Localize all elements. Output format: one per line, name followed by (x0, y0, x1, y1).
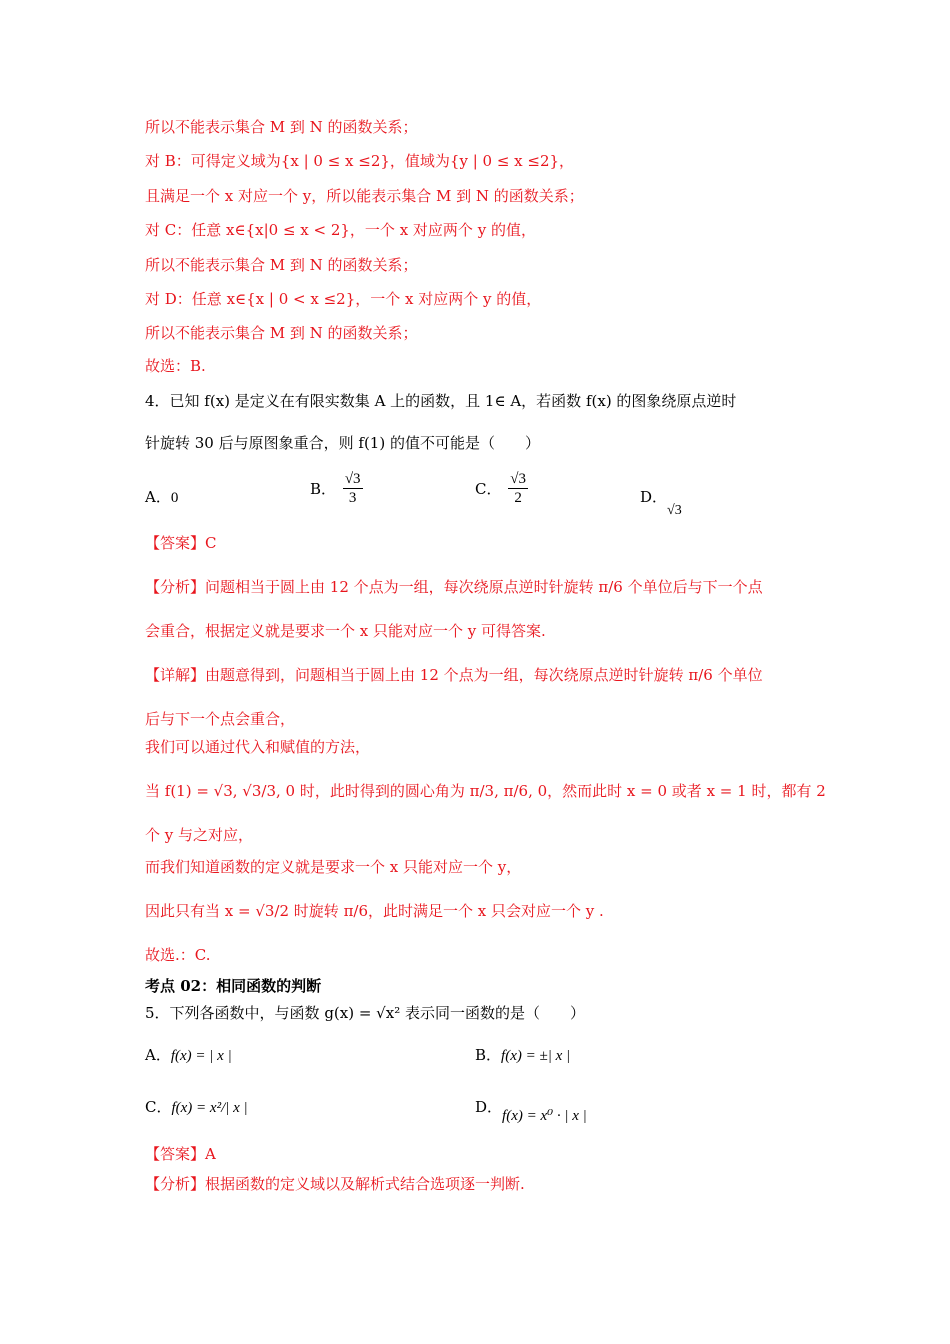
q4-option-d (640, 486, 682, 518)
q5-option-b-label: B． (475, 1046, 502, 1064)
solution-line-7: 所以不能表示集合 M 到 N 的函数关系； (145, 324, 418, 342)
solution-line-6: 对 D：任意 x∈{x | 0 < x ≤2}，一个 x 对应两个 y 的值， (145, 290, 542, 308)
q4-answer: 【答案】C (145, 534, 217, 552)
q4-option-b-numerator: √3 (344, 471, 361, 487)
solution-line-2: 对 B：可得定义域为{x | 0 ≤ x ≤2}，值域为{y | 0 ≤ x ≤2}， (145, 152, 575, 170)
q5-stem: 5．下列各函数中，与函数 g(x) = √x² 表示同一函数的是（ ） (145, 1004, 585, 1022)
q4-option-b-fraction (343, 470, 363, 507)
q4-detail-line-6: 而我们知道函数的定义就是要求一个 x 只能对应一个 y， (145, 858, 522, 876)
q5-option-a-formula: f(x) = | x | (170, 1048, 232, 1064)
q4-detail-line-4: 当 f(1) = √3, √3/3, 0 时，此时得到的圆心角为 π/3, π/6, 0，然而此时 x = 0 或者 x = 1 时，都有 2 (145, 782, 826, 800)
q4-analysis-line-2: 会重合，根据定义就是要求一个 x 只能对应一个 y 可得答案. (145, 622, 546, 640)
q4-stem-line-2: 针旋转 30 后与原图象重合，则 f(1) 的值不可能是（ ） (145, 434, 540, 452)
q5-option-d (475, 1096, 587, 1124)
q4-option-a-label: A． (145, 488, 171, 506)
q4-option-b-label: B． (310, 480, 337, 498)
q5-option-c-label: C． (145, 1098, 172, 1116)
q4-option-b-denominator: 3 (348, 490, 357, 506)
q4-detail-line-5: 个 y 与之对应， (145, 826, 254, 844)
q4-option-c-label: C． (475, 480, 502, 498)
q4-option-a (145, 486, 178, 507)
solution-line-1: 所以不能表示集合 M 到 N 的函数关系； (145, 118, 418, 136)
q4-option-c (475, 470, 530, 507)
section-heading: 考点 02：相同函数的判断 (145, 977, 322, 995)
q4-option-c-numerator: √3 (510, 471, 526, 487)
q5-option-b-formula: f(x) = ±| x | (501, 1048, 571, 1064)
q4-option-d-label: D． (640, 488, 668, 506)
q4-option-c-fraction (508, 470, 528, 507)
q4-detail-line-3: 我们可以通过代入和赋值的方法， (145, 738, 371, 756)
q4-detail-line-2: 后与下一个点会重合， (145, 710, 296, 728)
q5-option-a-label: A． (145, 1046, 171, 1064)
q4-option-c-denominator: 2 (514, 490, 522, 506)
q5-answer: 【答案】A (145, 1145, 216, 1163)
q5-analysis: 【分析】根据函数的定义域以及解析式结合选项逐一判断. (145, 1175, 525, 1193)
q5-option-c-formula: f(x) = x²/| x | (171, 1100, 248, 1116)
q4-option-a-value: 0 (170, 490, 179, 506)
q5-option-b (475, 1044, 570, 1065)
q4-stem-line-1: 4．已知 f(x) 是定义在有限实数集 A 上的函数，且 1∈ A，若函数 f(x) 的图象绕原点逆时 (145, 392, 737, 410)
solution-line-4: 对 C：任意 x∈{x|0 ≤ x < 2}，一个 x 对应两个 y 的值， (145, 221, 536, 239)
q5-option-c (145, 1096, 248, 1117)
q5-option-a (145, 1044, 232, 1065)
solution-line-3: 且满足一个 x 对应一个 y，所以能表示集合 M 到 N 的函数关系； (145, 187, 584, 205)
q5-option-d-formula: f(x) = x⁰ · | x | (502, 1108, 587, 1124)
q4-detail-line-7: 因此只有当 x = √3/2 时旋转 π/6，此时满足一个 x 只会对应一个 y . (145, 902, 604, 920)
q4-option-b (310, 470, 365, 507)
q4-option-d-value: √3 (667, 503, 682, 518)
q5-option-d-label: D． (475, 1098, 503, 1116)
solution-line-8: 故选：B. (145, 357, 206, 375)
q4-analysis-line-1: 【分析】问题相当于圆上由 12 个点为一组，每次绕原点逆时针旋转 π/6 个单位后与下一个点 (145, 578, 763, 596)
q4-choose: 故选.：C. (145, 946, 211, 964)
solution-line-5: 所以不能表示集合 M 到 N 的函数关系； (145, 256, 418, 274)
q4-detail-line-1: 【详解】由题意得到，问题相当于圆上由 12 个点为一组，每次绕原点逆时针旋转 π/6 个单位 (145, 666, 763, 684)
